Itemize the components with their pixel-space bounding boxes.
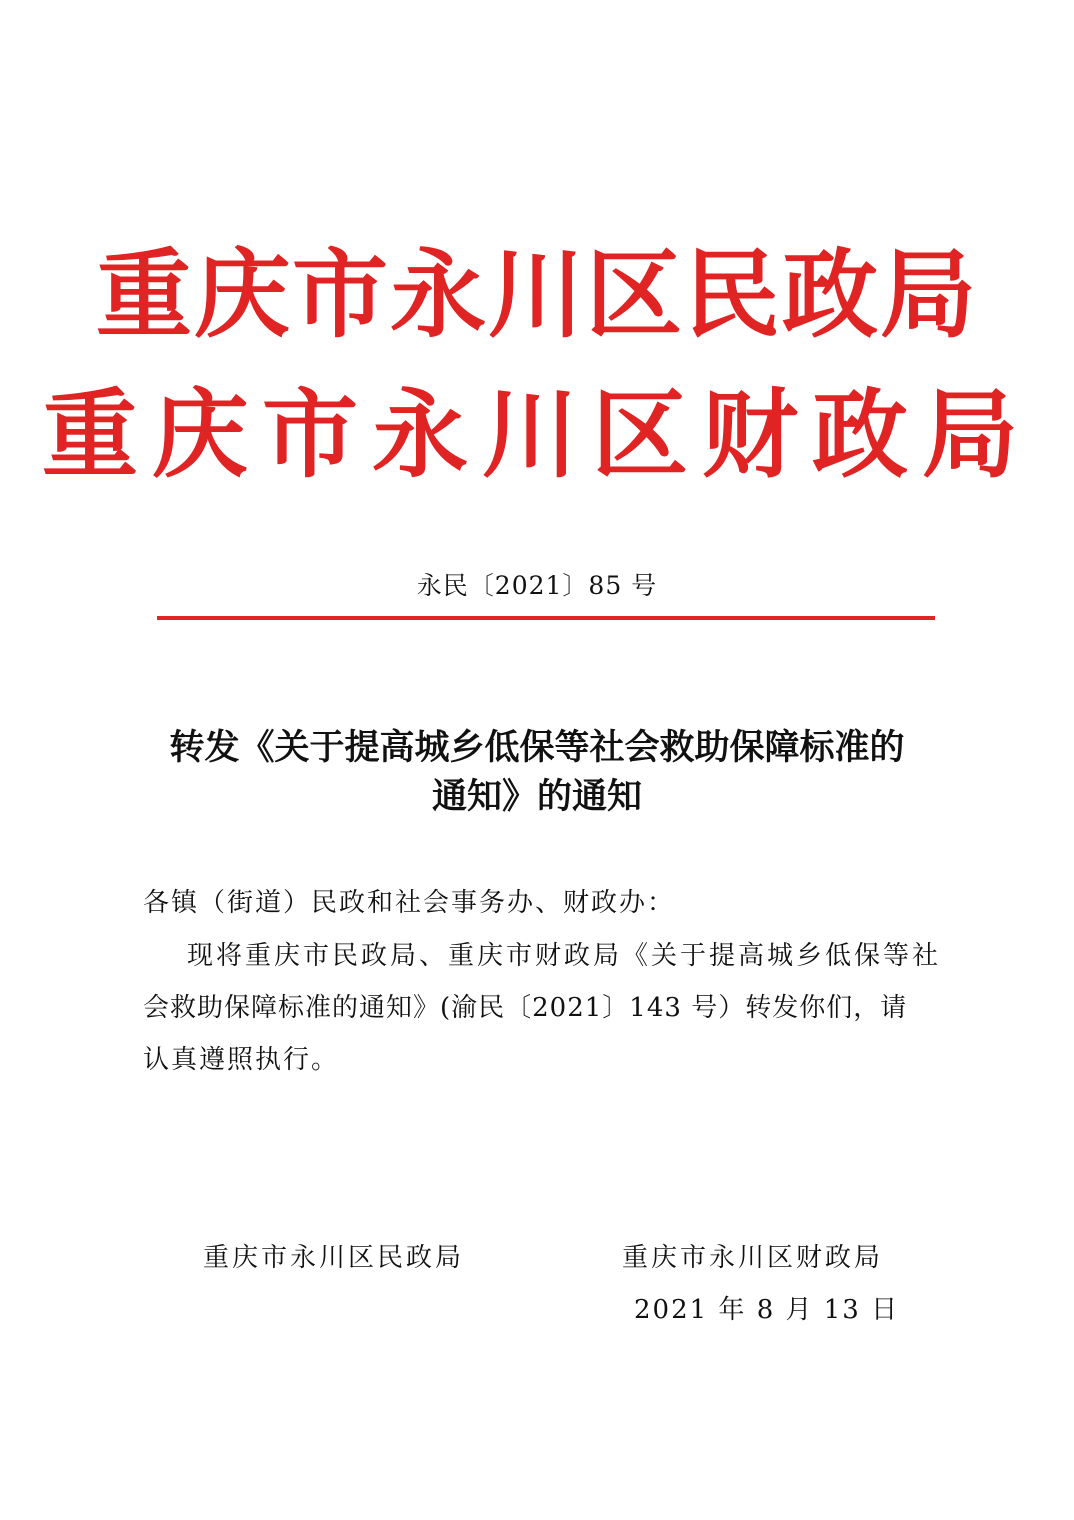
- body-paragraph-line: 现将重庆市民政局、重庆市财政局《关于提高城乡低保等社: [187, 941, 942, 971]
- signature-finance: 重庆市永川区财政局: [622, 1243, 884, 1273]
- red-divider-line: [157, 616, 935, 620]
- salutation: 各镇（街道）民政和社会事务办、财政办：: [143, 888, 676, 918]
- document-number: 永民〔2021〕85 号: [416, 571, 658, 600]
- issuer-header-civil-affairs: 重庆市永川区民政局: [96, 239, 978, 351]
- issue-date: 2021 年 8 月 13 日: [634, 1295, 900, 1325]
- document-title-line-1: 转发《关于提高城乡低保等社会救助保障标准的: [169, 727, 905, 768]
- issuer-header-finance: 重庆市永川区财政局: [42, 379, 1032, 491]
- document-title-line-2: 通知》的通知: [431, 776, 642, 817]
- body-paragraph-line: 会救助保障标准的通知》(渝民〔2021〕143 号）转发你们，请: [143, 993, 908, 1023]
- signature-civil-affairs: 重庆市永川区民政局: [203, 1243, 465, 1273]
- body-paragraph-line: 认真遵照执行。: [143, 1045, 340, 1075]
